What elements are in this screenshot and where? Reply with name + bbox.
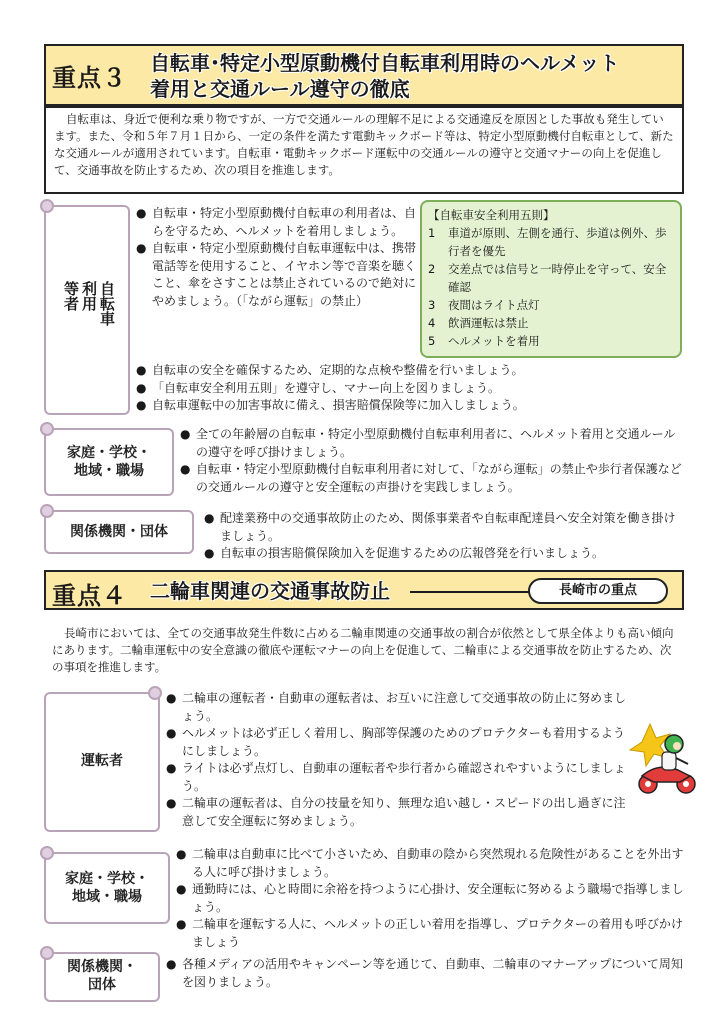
section4-drivers-bullets: [166, 690, 626, 830]
motorcycle-rider-icon: [628, 722, 704, 796]
section3-intro: 自転車は、身近で便利な乗り物ですが、一方で交通ルールの理解不足による交通違反を原因とした事故も発生しています。また、令和５年７月１日から、一定の条件を満たす電動キックボード等は、特定小型原動機付自転車として、新たな交通ルールが適用されています。自転車・電動キックボード運転中の交通ルールの遵守と交通マナーの向上を促進して、交通事故を防止するため、次の項目を推進します。: [44, 106, 684, 194]
rules-title: 【自転車安全利用五則】: [428, 208, 555, 222]
list-item: ● 二輪車は自動車に比べて小さいため、自動車の陰から突然現れる危険性があることを外出する人に呼び掛けましょう。: [176, 846, 686, 881]
section3-family-bullets: [180, 426, 682, 496]
section3-number: 重点３: [52, 64, 127, 92]
section3-users-bullets-bottom: [136, 362, 684, 415]
list-item: ● 自転車・特定小型原動機付自転車運転中は、携帯電話等を使用すること、イヤホン等で音楽を聴くこと、傘をさすことは禁止されているので絶対にやめましょう。（「ながら運転」の禁止）: [136, 240, 420, 310]
section3-orgs-label: 関係機関・団体: [70, 524, 168, 540]
section3-title-line2: 着用と交通ルール遵守の徹底: [150, 77, 410, 101]
list-item: ● 二輪車の運転者・自動車の運転者は、お互いに注意して交通事故の防止に努めましょう。: [166, 690, 626, 725]
rule-item: 4 飲酒運転は禁止: [428, 316, 529, 330]
section4-family-label-box: [44, 852, 170, 924]
rule-item: 1 車道が原則、左側を通行、歩道は例外、歩行者を優先: [428, 226, 667, 258]
list-item: ● 配達業務中の交通事故防止のため、関係事業者や自転車配達員へ安全対策を働き掛けましょう。: [204, 510, 684, 545]
section3-users-label-box: [44, 205, 130, 415]
list-item: ● 全ての年齢層の自転車・特定小型原動機付自転車利用者に、ヘルメット着用と交通ルールの遵守を呼び掛けましょう。: [180, 426, 682, 461]
list-item: ● ライトは必ず点灯し、自動車の運転者や歩行者から確認されやすいようにしましょう。: [166, 760, 626, 795]
section4-orgs-bullets: [166, 956, 686, 991]
bicycle-safety-rules-box: [420, 200, 682, 358]
section3-title-line1: 自転車･特定小型原動機付自転車利用時のヘルメット: [150, 51, 620, 75]
scroll-cap-icon: [40, 422, 54, 436]
list-item: ● ヘルメットは必ず正しく着用し、胸部等保護のためのプロテクターも着用するようにしましょう。: [166, 725, 626, 760]
scroll-cap-icon: [148, 686, 162, 700]
section4-number: 重点４: [52, 582, 127, 610]
section3-header: [44, 44, 684, 106]
list-item: ● 自転車の安全を確保するため、定期的な点検や整備を行いましょう。: [136, 362, 684, 380]
section4-title: 二輪車関連の交通事故防止: [150, 579, 390, 603]
scroll-cap-icon: [40, 846, 54, 860]
rule-item: 2 交差点では信号と一時停止を守って、安全確認: [428, 262, 667, 294]
list-item: ● 各種メディアの活用やキャンペーン等を通じて、自動車、二輪車のマナーアップについて周知を図りましょう。: [166, 956, 686, 991]
section3-family-label: 家庭・学校・ 地域・職場: [67, 445, 151, 479]
section3-users-label-col1: 自転車: [98, 281, 116, 326]
section4-intro: 長崎市においては、全ての交通事故発生件数に占める二輪車関連の交通事故の割合が依然として県全体よりも高い傾向にあります。二輪車運転中の安全意識の徹底や運転マナーの向上を促進して、二輪車による交通事故を防止するため、次の事項を推進します。: [52, 626, 674, 674]
section3-users-label-col2: 利用: [80, 281, 98, 311]
list-item: ● 「自転車安全利用五則」を遵守し、マナー向上を図りましょう。: [136, 380, 684, 398]
section4-family-label: 家庭・学校・ 地域・職場: [65, 871, 149, 905]
list-item: ● 二輪車の運転者は、自分の技量を知り、無理な追い越し・スピードの出し過ぎに注意して安全運転に努めましょう。: [166, 795, 626, 830]
section3-users-bullets-top: [136, 205, 420, 310]
list-item: ● 自転車の損害賠償保険加入を促進するための広報啓発を行いましょう。: [204, 545, 684, 563]
section4-family-bullets: [176, 846, 686, 951]
section3-family-label-box: [44, 428, 174, 496]
list-item: ● 通勤時には、心と時間に余裕を持つように心掛け、安全運転に努めるよう職場で指導しましょう。: [176, 881, 686, 916]
section3-orgs-label-box: [44, 510, 194, 554]
list-item: ● 自転車運転中の加害事故に備え、損害賠償保険等に加入しましょう。: [136, 397, 684, 415]
section3-orgs-bullets: [204, 510, 684, 563]
scroll-cap-icon: [40, 946, 54, 960]
section3-users-label-col3: 等者: [62, 281, 80, 311]
rule-item: 3 夜間はライト点灯: [428, 298, 540, 312]
scroll-cap-icon: [40, 199, 54, 213]
section4-orgs-label: 関係機関・ 団体: [67, 959, 137, 993]
nagasaki-priority-badge: 長崎市の重点: [528, 578, 668, 604]
section4-drivers-label-box: [44, 692, 160, 832]
rule-item: 5 ヘルメットを着用: [428, 334, 540, 348]
scroll-cap-icon: [40, 504, 54, 518]
section4-drivers-label: 運転者: [81, 753, 123, 769]
list-item: ● 二輪車を運転する人に、ヘルメットの正しい着用を指導し、プロテクターの着用も呼びかけましょう: [176, 916, 686, 951]
list-item: ● 自転車・特定小型原動機付自転車利用者に対して、「ながら運転」の禁止や歩行者保護などの交通ルールの遵守と安全運転の声掛けを実践しましょう。: [180, 461, 682, 496]
list-item: ● 自転車・特定小型原動機付自転車の利用者は、自らを守るため、ヘルメットを着用しましょう。: [136, 205, 420, 240]
section4-orgs-label-box: [44, 952, 160, 1002]
